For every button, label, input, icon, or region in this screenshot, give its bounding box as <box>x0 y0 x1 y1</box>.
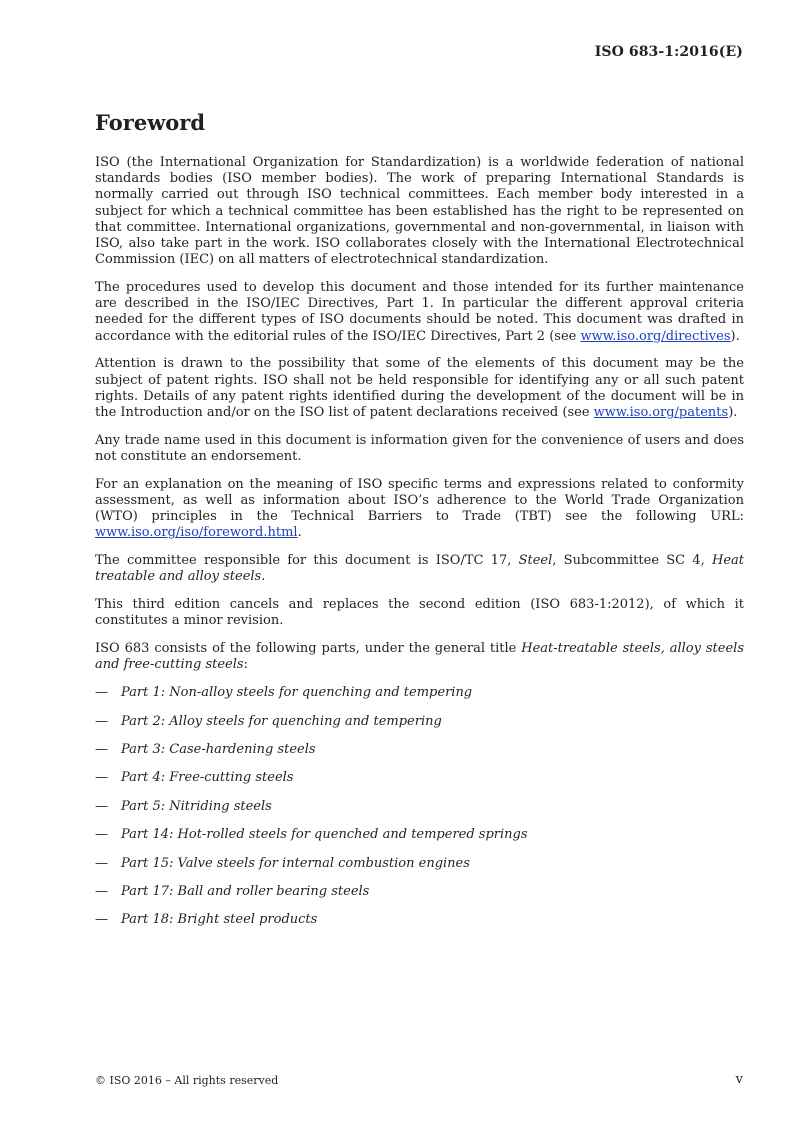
part-title: Part 3: Case-hardening steels <box>121 742 316 758</box>
paragraph-committee: The committee responsible for this document is ISO/TC 17, Steel, Subcommittee SC 4, Heat treatable and alloy steels. <box>95 553 744 585</box>
part-title: Part 5: Nitriding steels <box>121 798 272 814</box>
list-item <box>95 827 744 855</box>
list-item <box>95 770 744 798</box>
paragraph-conformity: For an explanation on the meaning of ISO specific terms and expressions related to conformity assessment, as well as information about ISO’s adherence to the World Trade Organization (WTO) principles in the Technical Barriers to Trade (TBT) see the following URL: www.iso.org/iso/foreword.html. <box>95 476 744 541</box>
dash: — <box>95 912 108 928</box>
document-id: ISO 683-1:2016(E) <box>594 44 743 60</box>
list-item <box>95 912 744 940</box>
foreword-body <box>95 155 744 941</box>
part-title: Part 15: Valve steels for internal combustion engines <box>121 855 470 871</box>
foreword-url-link[interactable]: www.iso.org/iso/foreword.html <box>95 525 298 541</box>
part-title: Part 4: Free-cutting steels <box>121 770 294 786</box>
list-item <box>95 884 744 912</box>
dash: — <box>95 770 108 786</box>
page-title: Foreword <box>95 110 206 135</box>
dash: — <box>95 883 108 899</box>
list-item <box>95 714 744 742</box>
paragraph-edition: This third edition cancels and replaces the second edition (ISO 683-1:2012), of which it constitutes a minor revision. <box>95 597 744 629</box>
list-item <box>95 742 744 770</box>
part-title: Part 14: Hot-rolled steels for quenched and tempered springs <box>121 827 528 843</box>
copyright-notice: © ISO 2016 – All rights reserved <box>95 1074 279 1087</box>
dash: — <box>95 713 108 729</box>
patents-link[interactable]: www.iso.org/patents <box>593 405 729 421</box>
directives-link[interactable]: www.iso.org/directives <box>580 328 731 344</box>
part-title: Part 18: Bright steel products <box>121 912 318 928</box>
paragraph-trade-name: Any trade name used in this document is information given for the convenience of users and does not constitute an endorsement. <box>95 432 744 465</box>
paragraph-procedures: The procedures used to develop this document and those intended for its further maintenance are described in the ISO/IEC Directives, Part 1. In particular the different approval criteria needed for the different types of ISO documents should be noted. This document was drafted in accordance with the editorial rules of the ISO/IEC Directives, Part 2 (see www.iso.org/directives). <box>95 280 744 344</box>
parts-list <box>95 685 744 941</box>
dash: — <box>95 798 108 814</box>
paragraph-parts-intro: ISO 683 consists of the following parts, under the general title Heat-treatable steels, alloy steels and free-cutting steels: <box>95 641 744 673</box>
part-title: Part 2: Alloy steels for quenching and tempering <box>121 713 442 729</box>
dash: — <box>95 855 108 871</box>
paragraph-patents: Attention is drawn to the possibility that some of the elements of this document may be the subject of patent rights. ISO shall not be held responsible for identifying any or all such patent rights. Details of any patent rights identified during the development of the document will be in the Introduction and/or on the ISO list of patent declarations received (see www.iso.org/patents). <box>95 356 744 421</box>
part-title: Part 17: Ball and roller bearing steels <box>121 883 370 899</box>
dash: — <box>95 685 108 701</box>
page-number: v <box>735 1072 743 1087</box>
part-title: Part 1: Non-alloy steels for quenching and tempering <box>121 685 473 701</box>
paragraph-iso-intro: ISO (the International Organization for Standardization) is a worldwide federation of national standards bodies (ISO member bodies). The work of preparing International Standards is normally carried out through ISO technical committees. Each member body interested in a subject for which a technical committee has been established has the right to be represented on that committee. International organizations, governmental and non-governmental, in liaison with ISO, also take part in the work. ISO collaborates closely with the International Electrotechnical Commission (IEC) on all matters of electrotechnical standardization. <box>95 155 744 268</box>
list-item <box>95 685 744 713</box>
dash: — <box>95 827 108 843</box>
list-item <box>95 856 744 884</box>
dash: — <box>95 742 108 758</box>
list-item <box>95 799 744 827</box>
